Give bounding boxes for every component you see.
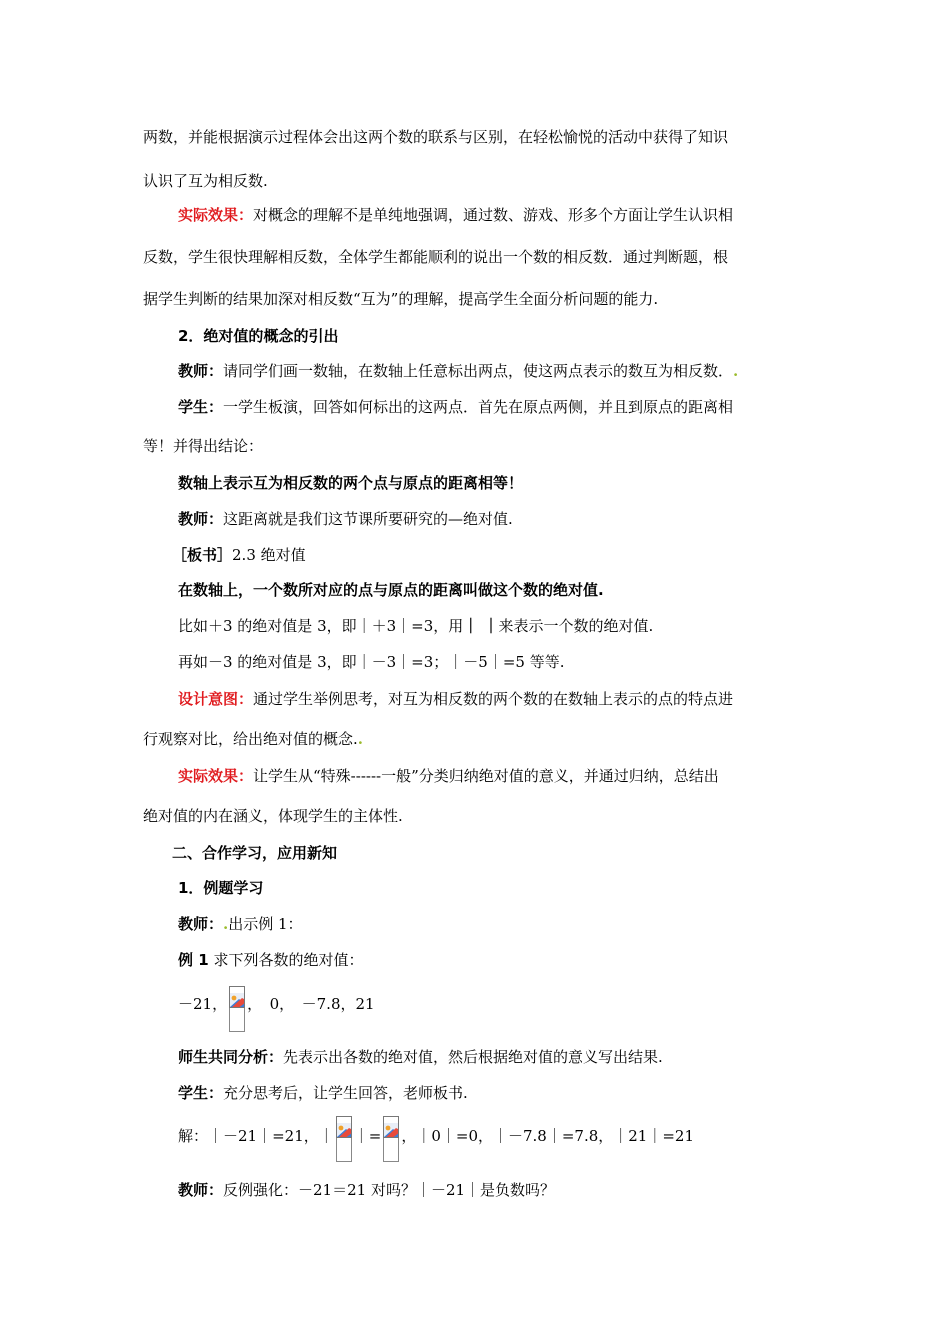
- text: 来表示一个数的绝对值.: [498, 617, 654, 635]
- paragraph-line: [178, 689, 733, 709]
- student-label: 学生：: [178, 398, 224, 416]
- text: 先表示出各数的绝对值，然后根据绝对值的意义写出结果.: [283, 1048, 663, 1066]
- effect-label: 实际效果：: [178, 767, 254, 785]
- text: 通过学生举例思考，对互为相反数的两个数的在数轴上表示的点的特点进: [253, 690, 734, 708]
- broken-image-icon: [229, 986, 245, 1032]
- blackboard-label: ［板书］: [172, 546, 233, 564]
- paragraph-line: 再如－3 的绝对值是 3，即｜－3｜=3；｜－5｜=5 等等.: [178, 653, 565, 671]
- paragraph-line: [143, 729, 363, 749]
- paragraph-line: [178, 361, 738, 381]
- paragraph-line: [178, 205, 733, 225]
- text: 比如＋3 的绝对值是 3，即｜＋3｜=3，用: [178, 617, 464, 635]
- paragraph-line: 反数，学生很快理解相反数，全体学生都能顺利的说出一个数的相反数．通过判断题，根: [143, 248, 729, 266]
- student-label: 学生：: [178, 1084, 224, 1102]
- paragraph-line: [178, 914, 303, 934]
- text: ，｜0｜=0，｜－7.8｜=7.8，｜21｜=21: [401, 1127, 695, 1145]
- paragraph-line: [178, 1083, 468, 1103]
- abs-symbol: ｜ ｜: [463, 617, 499, 635]
- text: 出示例 1：: [228, 915, 303, 933]
- teacher-label: 教师：: [178, 510, 224, 528]
- paragraph-line: [178, 766, 719, 786]
- paragraph-line: 据学生判断的结果加深对相反数“互为”的理解，提高学生全面分析问题的能力.: [143, 290, 659, 308]
- paragraph-line: 绝对值的内在涵义，体现学生的主体性.: [143, 807, 403, 825]
- paragraph-line: 认识了互为相反数.: [143, 172, 268, 190]
- teacher-label: 教师：: [178, 362, 224, 380]
- teacher-label: 教师：: [178, 915, 224, 933]
- paragraph-line: [178, 950, 363, 970]
- paragraph-line: 两数，并能根据演示过程体会出这两个数的联系与区别，在轻松愉悦的活动中获得了知识: [143, 128, 729, 146]
- paragraph-line: [172, 545, 306, 565]
- subsection-heading: 1．例题学习: [178, 879, 264, 897]
- paragraph-line: [178, 986, 375, 1032]
- paragraph-line: [178, 1180, 555, 1200]
- teacher-label: 教师：: [178, 1181, 224, 1199]
- paragraph-line: [178, 509, 513, 529]
- text: 解：｜－21｜=21，｜: [178, 1127, 334, 1145]
- text: ｜=: [353, 1127, 382, 1145]
- text: 求下列各数的绝对值：: [213, 951, 364, 969]
- example-label: 例 1: [178, 951, 209, 969]
- paragraph-line: [178, 397, 733, 417]
- definition: 在数轴上，一个数所对应的点与原点的距离叫做这个数的绝对值.: [178, 581, 604, 599]
- broken-image-icon: [383, 1116, 399, 1162]
- conclusion: 数轴上表示互为相反数的两个点与原点的距离相等！: [178, 474, 524, 492]
- text: 请同学们画一数轴，在数轴上任意标出两点，使这两点表示的数互为相反数．: [223, 362, 734, 380]
- text: 反例强化：－21＝21 对吗？｜－21｜是负数吗？: [223, 1181, 556, 1199]
- text: 让学生从“特殊------一般”分类归纳绝对值的意义，并通过归纳，总结出: [253, 767, 719, 785]
- text: 充分思考后，让学生回答，老师板书.: [223, 1084, 468, 1102]
- text: 这距离就是我们这节课所要研究的—绝对值.: [223, 510, 513, 528]
- marker-dot: .: [357, 730, 364, 748]
- effect-label: 实际效果：: [178, 206, 254, 224]
- text: 对概念的理解不是单纯地强调，通过数、游戏、形多个方面让学生认识相: [253, 206, 734, 224]
- joint-analysis-label: 师生共同分析：: [178, 1048, 284, 1066]
- text: 2.3 绝对值: [232, 546, 306, 564]
- text: －21，: [178, 995, 228, 1013]
- paragraph-line: [178, 1047, 663, 1067]
- paragraph-line: [178, 616, 653, 636]
- text: 行观察对比，给出绝对值的概念.: [143, 730, 358, 748]
- paragraph-line: [178, 1116, 694, 1162]
- broken-image-icon: [336, 1116, 352, 1162]
- text: 一学生板演，回答如何标出的这两点．首先在原点两侧，并且到原点的距离相: [223, 398, 734, 416]
- paragraph-line: 等！并得出结论：: [143, 437, 264, 455]
- marker-dot: .: [223, 915, 229, 933]
- section-heading: 2．绝对值的概念的引出: [178, 327, 339, 345]
- marker-dot: .: [733, 362, 739, 380]
- section-heading: 二、合作学习，应用新知: [172, 844, 338, 862]
- text: ， 0， －7.8，21: [247, 995, 375, 1013]
- design-intent-label: 设计意图：: [178, 690, 254, 708]
